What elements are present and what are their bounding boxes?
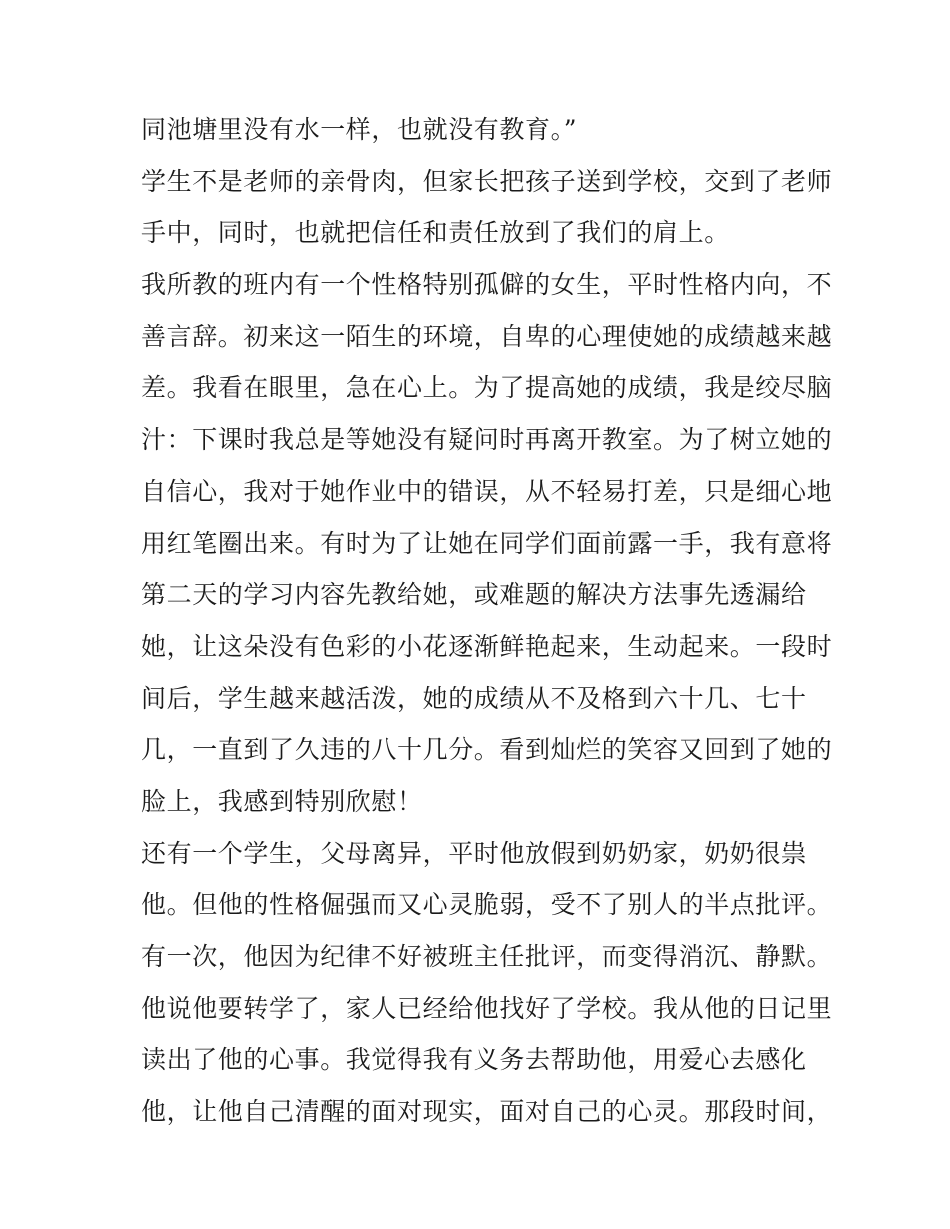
text-line: 脸上，我感到特别欣慰！ (141, 786, 423, 816)
text-line: 我所教的班内有一个性格特别孤僻的女生，平时性格内向，不 (141, 270, 833, 300)
text-line: 他，让他自己清醒的面对现实，面对自己的心灵。那段时间， (141, 1097, 833, 1127)
body-text (141, 104, 833, 1138)
text-line: 用红笔圈出来。有时为了让她在同学们面前露一手，我有意将 (141, 528, 833, 558)
text-line: 他说他要转学了，家人已经给他找好了学校。我从他的日记里 (141, 993, 833, 1023)
text-line: 还有一个学生，父母离异，平时他放假到奶奶家，奶奶很祟 (141, 838, 807, 868)
text-line: 学生不是老师的亲骨肉，但家长把孩子送到学校，交到了老师 (141, 166, 833, 196)
text-line: 间后，学生越来越活泼，她的成绩从不及格到六十几、七十 (141, 683, 807, 713)
text-line: 同池塘里没有水一样，也就没有教育。” (141, 115, 578, 144)
text-line: 汁：下课时我总是等她没有疑问时再离开教室。为了树立她的 (141, 425, 833, 455)
text-line: 读出了他的心事。我觉得我有义务去帮助他，用爱心去感化 (141, 1045, 807, 1075)
text-line: 善言辞。初来这一陌生的环境，自卑的心理使她的成绩越来越 (141, 321, 833, 351)
text-line: 自信心，我对于她作业中的错误，从不轻易打差，只是细心地 (141, 476, 833, 506)
text-line: 差。我看在眼里，急在心上。为了提高她的成绩，我是绞尽脑 (141, 373, 833, 403)
text-line: 手中，同时，也就把信任和责任放到了我们的肩上。 (141, 218, 730, 248)
text-line: 几，一直到了久违的八十几分。看到灿烂的笑容又回到了她的 (141, 735, 833, 765)
text-line: 有一次，他因为纪律不好被班主任批评，而变得消沉、静默。 (141, 942, 833, 971)
text-line: 第二天的学习内容先教给她，或难题的解决方法事先透漏给 (141, 580, 807, 610)
text-line: 她，让这朵没有色彩的小花逐渐鲜艳起来，生动起来。一段时 (141, 631, 833, 661)
text-line: 他。但他的性格倔强而又心灵脆弱，受不了别人的半点批评。 (141, 890, 833, 920)
